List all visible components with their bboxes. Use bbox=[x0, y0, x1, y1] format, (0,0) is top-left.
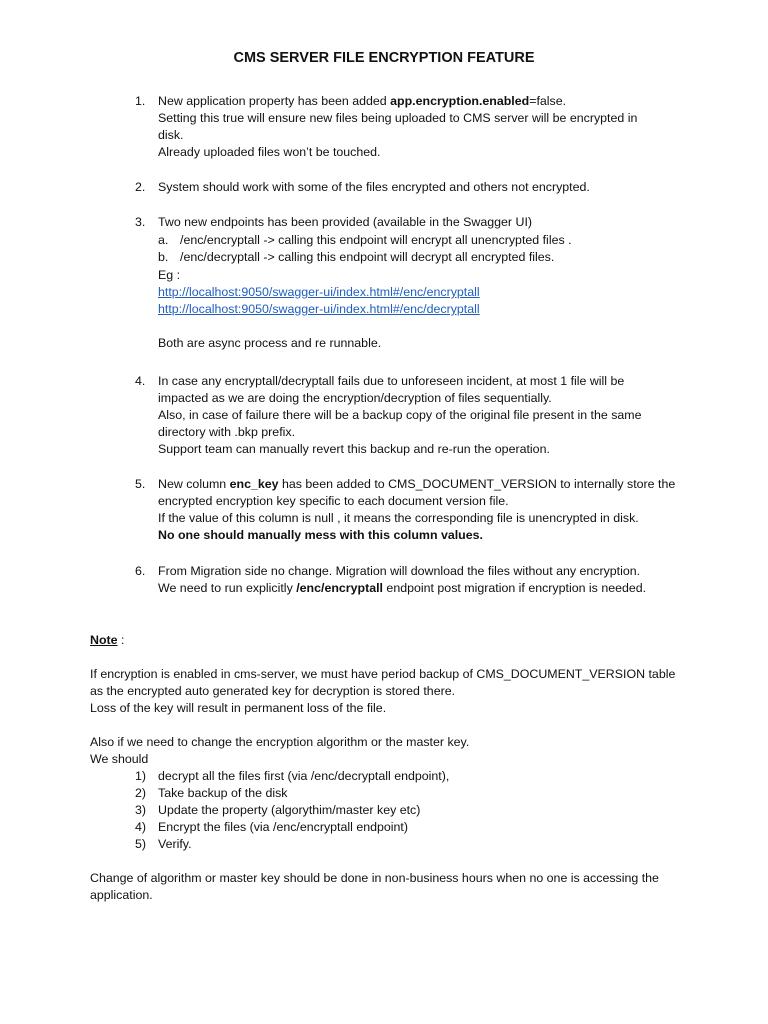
list-item-4 bbox=[135, 373, 695, 458]
item-number: 3. bbox=[135, 215, 146, 229]
endpoint-name: /enc/encryptall bbox=[296, 581, 383, 595]
item-5-line-3: If the value of this column is null , it means the corresponding file is unencrypted in disk. bbox=[158, 511, 639, 525]
item-4-line-1: In case any encryptall/decryptall fails due to unforeseen incident, at most 1 file will be bbox=[158, 374, 625, 388]
note-p2-line-1: Also if we need to change the encryption algorithm or the master key. bbox=[90, 735, 470, 749]
item-6-line-2 bbox=[158, 580, 695, 597]
item-6-line-1: From Migration side no change. Migration will download the files without any encryption. bbox=[158, 564, 641, 578]
step-number: 5) bbox=[135, 837, 147, 851]
item-number: 6. bbox=[135, 564, 146, 578]
item-1-line-1 bbox=[158, 93, 695, 110]
sub-item-label: a. bbox=[158, 233, 169, 247]
sub-item-label: b. bbox=[158, 250, 169, 264]
note-p1-line-3: Loss of the key will result in permanent loss of the file. bbox=[90, 701, 387, 715]
step-number: 1) bbox=[135, 769, 147, 783]
list-item-3 bbox=[135, 214, 695, 352]
property-name: app.encryption.enabled bbox=[390, 94, 530, 108]
step-text: Verify. bbox=[158, 837, 192, 851]
item-number: 4. bbox=[135, 374, 146, 388]
step-text: Take backup of the disk bbox=[158, 786, 288, 800]
note-p3-line-2: application. bbox=[90, 888, 153, 902]
sub-item-text: /enc/encryptall -> calling this endpoint will encrypt all unencrypted files . bbox=[180, 233, 572, 247]
text: We need to run explicitly bbox=[158, 581, 297, 595]
list-item-2 bbox=[135, 179, 695, 196]
item-4-line-2: impacted as we are doing the encryption/decryption of files sequentially. bbox=[158, 391, 552, 405]
step-number: 3) bbox=[135, 803, 147, 817]
item-5-line-2: encrypted encryption key specific to each document version file. bbox=[158, 494, 509, 508]
note-label: Note bbox=[90, 633, 118, 647]
note-p3-line-1: Change of algorithm or master key should be done in non-business hours when no one is accessing the bbox=[90, 871, 659, 885]
list-item-1 bbox=[135, 93, 695, 161]
note-paragraph-3 bbox=[90, 870, 690, 904]
sub-item-text: /enc/decryptall -> calling this endpoint will decrypt all encrypted files. bbox=[180, 250, 555, 264]
item-3-line-1: Two new endpoints has been provided (available in the Swagger UI) bbox=[158, 215, 533, 229]
async-note: Both are async process and re runnable. bbox=[158, 336, 382, 350]
decryptall-link[interactable]: http://localhost:9050/swagger-ui/index.html#/enc/decryptall bbox=[158, 302, 480, 316]
page-title: CMS SERVER FILE ENCRYPTION FEATURE bbox=[233, 50, 535, 66]
item-number: 1. bbox=[135, 94, 146, 108]
item-4-line-3: Also, in case of failure there will be a backup copy of the original file present in the same bbox=[158, 408, 642, 422]
sub-item-b bbox=[135, 249, 695, 266]
note-paragraph-2 bbox=[90, 734, 690, 853]
item-number: 2. bbox=[135, 180, 146, 194]
sub-item-a bbox=[135, 232, 695, 249]
text: New application property has been added bbox=[158, 94, 391, 108]
note-label-suffix: : bbox=[117, 633, 125, 647]
note-section bbox=[90, 632, 690, 904]
step-text: Encrypt the files (via /enc/encryptall endpoint) bbox=[158, 820, 409, 834]
step-number: 2) bbox=[135, 786, 147, 800]
text: =false. bbox=[529, 94, 567, 108]
item-1-line-4: Already uploaded files won’t be touched. bbox=[158, 145, 381, 159]
step-item bbox=[90, 768, 690, 785]
steps-list bbox=[90, 768, 690, 853]
warning-text: No one should manually mess with this column values. bbox=[158, 528, 483, 542]
item-4-line-5: Support team can manually revert this backup and re-run the operation. bbox=[158, 442, 550, 456]
item-5-line-1 bbox=[158, 476, 695, 493]
example-label: Eg : bbox=[158, 268, 181, 282]
item-2-line-1: System should work with some of the files encrypted and others not encrypted. bbox=[158, 180, 590, 194]
list-item-5 bbox=[135, 476, 695, 544]
text: endpoint post migration if encryption is needed. bbox=[382, 581, 647, 595]
item-5-line-4 bbox=[158, 527, 695, 544]
text: New column bbox=[158, 477, 230, 491]
item-1-line-2: Setting this true will ensure new files being uploaded to CMS server will be encrypted in bbox=[158, 111, 638, 125]
step-item bbox=[90, 819, 690, 836]
step-text: decrypt all the files first (via /enc/decryptall endpoint), bbox=[158, 769, 450, 783]
item-number: 5. bbox=[135, 477, 146, 491]
step-number: 4) bbox=[135, 820, 147, 834]
note-paragraph-1 bbox=[90, 666, 690, 717]
step-item bbox=[90, 836, 690, 853]
list-item-6 bbox=[135, 563, 695, 597]
item-4-line-4: directory with .bkp prefix. bbox=[158, 425, 296, 439]
encryptall-link[interactable]: http://localhost:9050/swagger-ui/index.html#/enc/encryptall bbox=[158, 285, 480, 299]
item-1-line-3: disk. bbox=[158, 128, 184, 142]
step-item bbox=[90, 785, 690, 802]
note-heading bbox=[90, 632, 690, 649]
note-p2-line-2: We should bbox=[90, 752, 149, 766]
step-item bbox=[90, 802, 690, 819]
note-p1-line-2: as the encrypted auto generated key for decryption is stored there. bbox=[90, 684, 456, 698]
step-text: Update the property (algorythim/master key etc) bbox=[158, 803, 421, 817]
text: has been added to CMS_DOCUMENT_VERSION to internally store the bbox=[278, 477, 676, 491]
note-p1-line-1: If encryption is enabled in cms-server, we must have period backup of CMS_DOCUMENT_VERSION table bbox=[90, 667, 676, 681]
column-name: enc_key bbox=[229, 477, 279, 491]
